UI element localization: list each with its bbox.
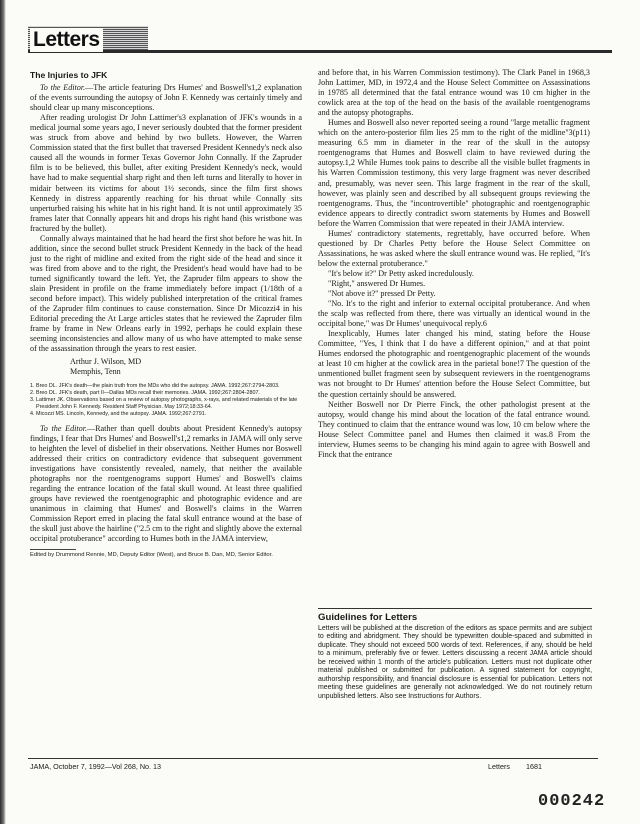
document-stamp-number: 000242	[538, 792, 606, 811]
letter1-signature	[70, 357, 302, 377]
letter1-references	[30, 383, 302, 418]
reference-item: 1. Breo DL. JFK's death—the plain truth from the MDs who did the autopsy. JAMA. 1992;267:2794-2803.	[30, 383, 280, 390]
letter2-paragraph: "No. It's to the right and inferior to external occipital protuberance. And when the scalp was reflected from there, there was virtually an identical wound in the occipital bone," was Dr Humes' unequivocal reply.6	[318, 299, 590, 329]
letter1-paragraph-3: Connally always maintained that he had heard the first shot before he was hit. In addition, since the second bullet struck President Kennedy in the back of the head just to the right of midline and exited from the right side of the head and since it was fired from above and to the right, the President's head would have had to be turned significantly toward the left. Yet, the Zapruder film appears to show the slain President in profile on the frame immediately before impact (1/18th of a second before impact). This widely published interpretation of the critical frames of the Zapruder film continues to cause consternation. Since Dr Micozzi4 in his Editorial preceding the At Large articles states that he reviewed the Zapruder film frame by frame in New Orleans early in 1992, perhaps he could explain these seeming inconsistencies and allow many of us who have attempted to make sense of the assassination through the years to rest easier.	[30, 233, 302, 354]
reference-item: 2. Breo DL. JFK's death, part II—Dallas MDs recall their memories. JAMA. 1992;267:2804-2807.	[30, 390, 260, 397]
letter1-paragraph-2: After reading urologist Dr John Lattimer's3 explanation of JFK's wounds in a medical journal some years ago, I never seriously doubted that the former president was struck from above and behind by two bullets. However, the Warren Commission stated that the first bullet that traversed President Kennedy's neck also caused all the wounds in former Texas Governor John Connally. If the Zapruder film is to be believed, this bullet, after exiting President Kennedy's neck, would have had to make sequential sharp right and then left turns and literally to hover in midair between its victims for about 1½ seconds, since the film first shows Kennedy in distress apparently reaching for his throat while Connally sits unperturbed raising his white hat in his right hand. It is not until approximately 35 frames later that Connally appears hit and drops his right hand (his wristbone was fractured by the bullet).	[30, 113, 302, 233]
editors-rule	[30, 549, 76, 550]
letter2-paragraph: Neither Boswell nor Dr Pierre Finck, the other pathologist present at the autopsy, would change his mind about the location of the fatal entrance wound. They continued to claim that the entrance wound was low, 10 cm below where the House Select Committee panel and Humes then claimed it was.8 From the interview, Humes seems to be changing his mind again to agree with Boswell and Finck that the entrance	[318, 399, 590, 459]
page-number: 1681	[525, 762, 542, 771]
guidelines-title: Guidelines for Letters	[318, 612, 418, 623]
letter2-paragraph: Inexplicably, Humes later changed his mind, stating before the House Committee, "Yes, I think that I do have a different opinion," and at that point Humes endorsed the photographic and roentgenographic placement of the wounds at least 10 cm higher at the cowlick area in the parietal bone!7 The question of the unmentioned bullet fragment seen by subsequent reviewers in the roentgenograms was not brought to Dr Humes' attention before the House Select Committee, but the question certainly should be answered.	[318, 329, 590, 399]
letter2-dialogue-line: "Right," answered Dr Humes.	[328, 278, 426, 288]
letter2-dialogue-line: "Not above it?" pressed Dr Petty.	[328, 289, 436, 299]
section-title: Letters	[30, 28, 103, 52]
signature-place: Memphis, Tenn	[70, 367, 121, 377]
letter-heading: The Injuries to JFK	[30, 70, 108, 80]
letter2-lead: To the Editor.	[40, 423, 88, 433]
guidelines-text: Letters will be published at the discretion of the editors as space permits and are subject to editing and abridgment. They should be typewritten double-spaced and submitted in duplicate. They should not exceed 500 words of text. References, if any, should be held to a minimum, preferably five or fewer. Letters discussing a recent JAMA article should be received within 1 month of the article's publication. Letters must not duplicate other material published or submitted for publication. A signed statement for copyright, authorship responsibility, and financial disclosure is essential for publication. Letters not meeting these guidelines are generally not acknowledged. We do not routinely return unpublished letters. Also see Instructions for Authors.	[318, 625, 592, 700]
letter2-paragraph-1	[30, 424, 302, 545]
letter2-paragraph: Humes and Boswell also never reported seeing a round "large metallic fragment which on the antero-posterior film lies 25 mm to the right of the midline"3(p11) measuring 6.5 mm in diameter in the rear of the skull in the autopsy roentgenograms that Humes and Boswell claim to have reviewed during the autopsy.1,2 While Humes took pains to describe all the visible bullet fragments in his Warren Commission testimony, this very large fragment was never described and, presumably, was never seen. This large fragment in the rear of the skull, however, was plainly seen and described by all subsequent groups reviewing the roentgenograms. Thus, the "incontrovertible" photographic and roentgenographic evidence appears to directly contradict sworn statements by Humes and Boswell before the Warren Commission that were repeated in their JAMA interview.	[318, 118, 590, 228]
journal-citation: JAMA, October 7, 1992—Vol 268, No. 13	[30, 762, 162, 771]
editors-note: Edited by Drummond Rennie, MD, Deputy Editor (West), and Bruce B. Dan, MD, Senior Editor.	[30, 552, 273, 559]
letter2-paragraph: Humes' contradictory statements, regrettably, have occurred before. When questioned by Dr Charles Petty before the House Select Committee on Assassinations, he was asked where the skull entrance wound was. He replied, "It's below the external protuberance."	[318, 228, 590, 268]
left-column	[30, 68, 302, 559]
footer-section: Letters	[488, 762, 510, 771]
guidelines-box	[318, 608, 592, 701]
letter1-lead: To the Editor.	[40, 83, 86, 93]
letter2-dialogue-line: "It's below it?" Dr Petty asked incredulously.	[328, 268, 474, 278]
footer-rule	[28, 758, 598, 759]
right-column	[318, 68, 590, 460]
letter1-paragraph-1	[30, 83, 302, 113]
signature-name: Arthur J. Wilson, MD	[70, 357, 142, 367]
scan-edge-shadow	[0, 0, 6, 824]
header-rule	[28, 50, 612, 53]
page-label	[488, 762, 542, 771]
reference-item: 4. Micozzi MS. Lincoln, Kennedy, and the autopsy. JAMA. 1992;267:2791.	[30, 410, 207, 417]
letter2-continuation: and before that, in his Warren Commission testimony). The Clark Panel in 1968,3 John Lattimer, MD, in 1972,4 and the House Select Committee on Assassinations in 19785 all determined that the fatal entrance wound was 10 cm higher in the cowlick area at the top of the head on the basis of the available roentgenograms and the autopsy photographs.	[318, 68, 590, 118]
letter2-paragraph-1-text: —Rather than quell doubts about President Kennedy's autopsy findings, I fear that Drs Humes' and Boswell's1,2 remarks in JAMA will only serve to heighten the level of disbelief in their observations. Neither Humes nor Boswell addressed their critics on contradictory evidence that subsequent government investigations have consistently revealed, namely, that neither the available photographs nor the roentgenograms support Humes' and Boswell's claims regarding the entrance location of the fatal skull wound. At least three qualified groups have reviewed the roentgenographic and photographic evidence and are unanimous in claiming that Humes' and Boswell's claims in the Warren Commission Report erred in placing the fatal skull entrance wound at the base of the skull just above the hairline ("2.5 cm to the right and slightly above the external occipital protuberance" according to Humes both in the JAMA interview,	[30, 423, 302, 544]
letter1-paragraph-1-text: —The article featuring Drs Humes' and Boswell's1,2 explanation of the events surrounding the autopsy of John F. Kennedy was certainly timely and should clear up many misconceptions.	[30, 83, 302, 113]
reference-item: 3. Lattimer JK. Observations based on a review of autopsy photographs, x-rays, and related materials of the late President John F. Kennedy. Resident Staff Physician. May 1972;18:33-64.	[30, 397, 298, 411]
